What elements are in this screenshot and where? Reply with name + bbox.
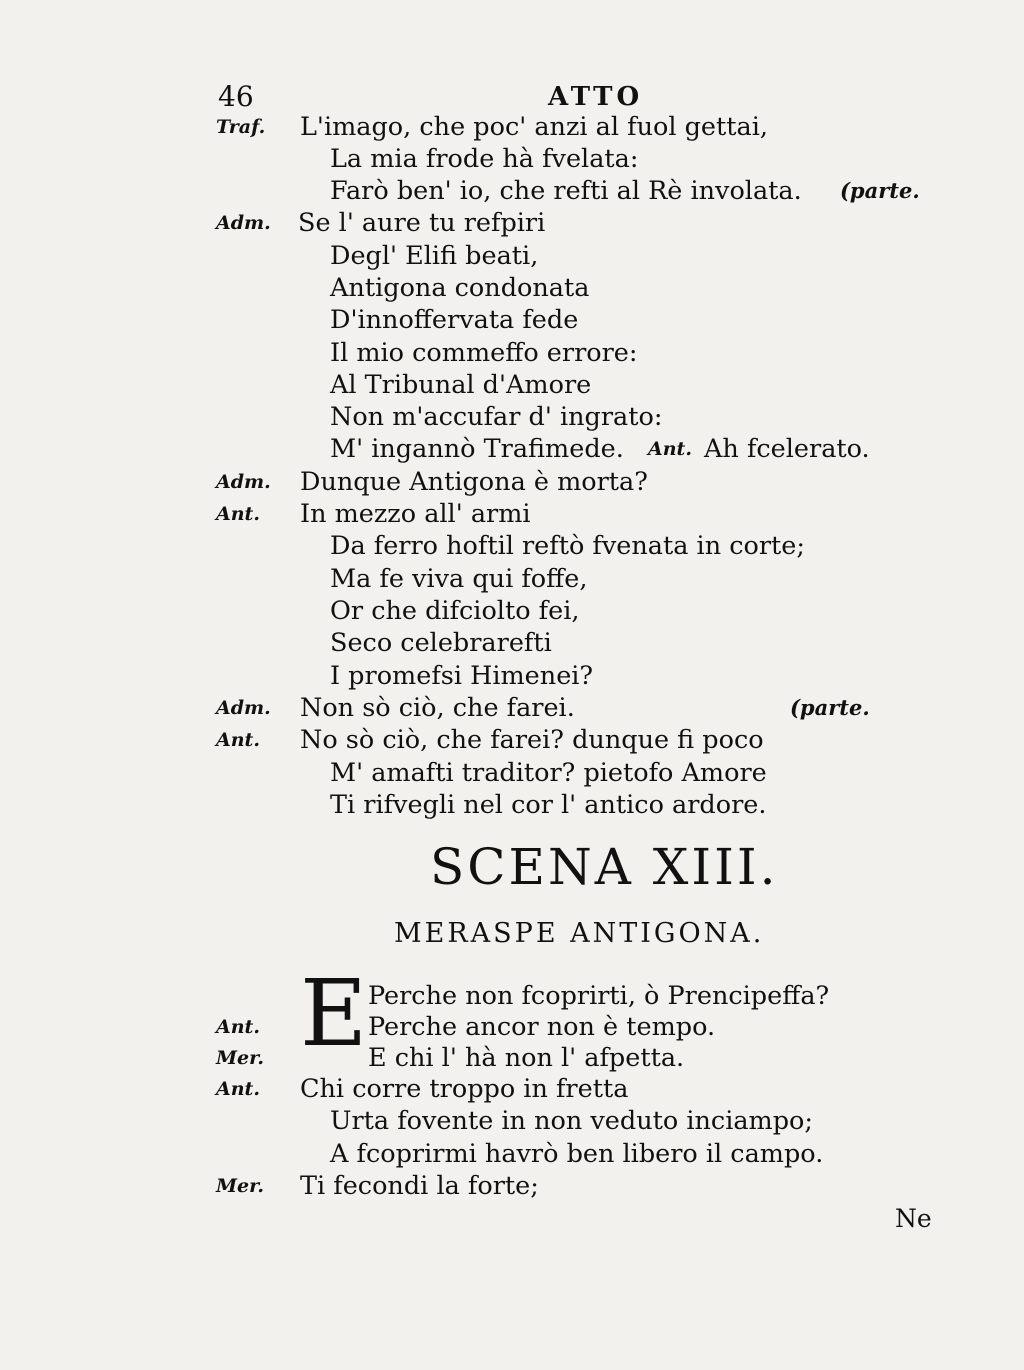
speaker-label: Traf. — [216, 116, 266, 138]
page-number: 46 — [218, 80, 254, 113]
verse-line: Antigona condonata — [330, 273, 590, 303]
stage-direction: (parte. — [840, 178, 920, 203]
verse-line: Perche non fcoprirti, ò Prencipeffa? — [368, 981, 830, 1011]
verse-line: Non m'accufar d' ingrato: — [330, 402, 663, 432]
speaker-label: Ant. — [216, 1078, 260, 1100]
verse-line: Non sò ciò, che farei. — [300, 693, 575, 723]
speaker-label: Ant. — [216, 1016, 260, 1038]
verse-line: Chi corre troppo in fretta — [300, 1074, 629, 1104]
speaker-label: Mer. — [216, 1175, 265, 1197]
verse-line: I promefsi Himenei? — [330, 661, 594, 691]
verse-line: Seco celebrarefti — [330, 628, 552, 658]
verse-line: M' ingannò Trafimede. — [330, 434, 624, 464]
verse-line: M' amafti traditor? pietofo Amore — [330, 758, 767, 788]
verse-line: Urta fovente in non veduto inciampo; — [330, 1106, 813, 1136]
verse-line: Se l' aure tu refpiri — [298, 208, 546, 238]
stage-direction: (parte. — [790, 695, 870, 720]
speaker-label: Ant. — [216, 729, 260, 751]
speaker-label: Adm. — [216, 697, 271, 719]
verse-line: Or che difciolto fei, — [330, 596, 580, 626]
verse-line: Ti rifvegli nel cor l' antico ardore. — [330, 790, 767, 820]
drop-capital: E — [300, 960, 368, 1067]
verse-line: Da ferro hoftil reftò fvenata in corte; — [330, 531, 805, 561]
verse-line: D'innoffervata fede — [330, 305, 579, 335]
speaker-label: Ant. — [216, 503, 260, 525]
verse-line: A fcoprirmi havrò ben libero il campo. — [330, 1139, 824, 1169]
verse-line: Degl' Elifi beati, — [330, 241, 539, 271]
verse-line: Farò ben' io, che refti al Rè involata. — [330, 176, 802, 206]
scene-characters: MERASPE ANTIGONA. — [394, 918, 765, 949]
scene-title: SCENA XIII. — [430, 838, 779, 896]
verse-line: La mia frode hà fvelata: — [330, 144, 639, 174]
verse-line: Ma fe viva qui foffe, — [330, 564, 588, 594]
speaker-label: Mer. — [216, 1047, 265, 1069]
verse-line-continuation: Ah fcelerato. — [704, 434, 870, 464]
verse-line: L'imago, che poc' anzi al fuol gettai, — [300, 112, 768, 142]
verse-line: In mezzo all' armi — [300, 499, 531, 529]
speaker-label: Adm. — [216, 471, 271, 493]
speaker-label: Adm. — [216, 212, 271, 234]
running-title: ATTO — [548, 82, 644, 112]
inline-speaker-label: Ant. — [648, 438, 692, 460]
verse-line: E chi l' hà non l' afpetta. — [368, 1043, 685, 1073]
verse-line: No sò ciò, che farei? dunque fi poco — [300, 725, 764, 755]
verse-line: Ti fecondi la forte; — [300, 1171, 539, 1201]
verse-line: Perche ancor non è tempo. — [368, 1012, 716, 1042]
catchword: Ne — [895, 1204, 932, 1233]
verse-line: Dunque Antigona è morta? — [300, 467, 648, 497]
verse-line: Il mio commeffo errore: — [330, 338, 638, 368]
verse-line: Al Tribunal d'Amore — [330, 370, 592, 400]
